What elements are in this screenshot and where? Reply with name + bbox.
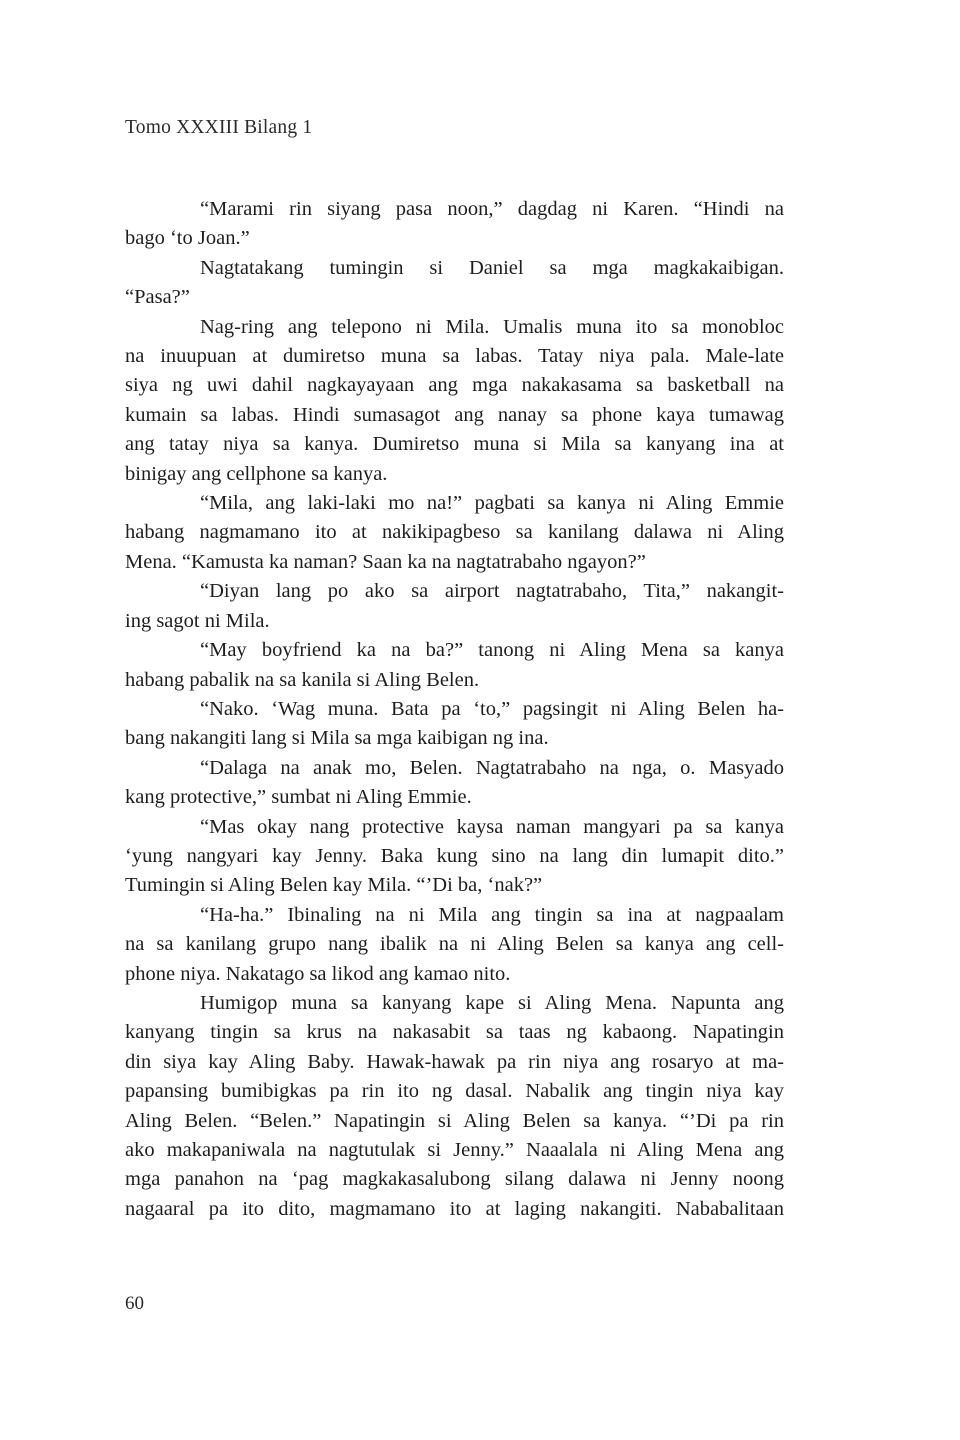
paragraph [125, 695, 784, 754]
text-line: bang nakangiti lang si Mila sa mga kaibigan ng ina. [125, 727, 549, 750]
text-line: “Marami rin siyang pasa noon,” dagdag ni Karen. “Hindi na [200, 198, 784, 220]
text-line: “Nako. ‘Wag muna. Bata pa ‘to,” pagsingit ni Aling Belen ha- [200, 697, 784, 720]
text-line: habang pabalik na sa kanila si Aling Belen. [125, 668, 480, 691]
text-line: “Diyan lang po ako sa airport nagtatrabaho, Tita,” nakangit- [200, 580, 784, 603]
text-line: kang protective,” sumbat ni Aling Emmie. [125, 786, 472, 809]
paragraph [125, 195, 784, 254]
text-line: siya ng uwi dahil nagkayayaan ang mga nakakasama sa basketball na [125, 374, 784, 397]
paragraph [125, 989, 784, 1224]
text-line: Humigop muna sa kanyang kape si Aling Mena. Napunta ang [200, 991, 784, 1014]
text-line: “Ha-ha.” Ibinaling na ni Mila ang tingin sa ina at nagpaalam [200, 903, 784, 926]
text-line: “Mila, ang laki-laki mo na!” pagbati sa kanya ni Aling Emmie [200, 492, 784, 515]
text-line: “Mas okay nang protective kaysa naman mangyari pa sa kanya [200, 815, 784, 838]
text-line: na inuupuan at dumiretso muna sa labas. Tatay niya pala. Male-late [125, 345, 784, 368]
text-line: Nagtatakang tumingin si Daniel sa mga magkakaibigan. [200, 256, 784, 279]
page-number: 60 [125, 1293, 144, 1314]
text-line: ing sagot ni Mila. [125, 609, 270, 632]
text-line: Mena. “Kamusta ka naman? Saan ka na nagtatrabaho ngayon?” [125, 550, 646, 573]
story-text [125, 195, 784, 1224]
text-line: na sa kanilang grupo nang ibalik na ni Aling Belen sa kanya ang cell- [125, 933, 784, 956]
text-line: binigay ang cellphone sa kanya. [125, 462, 388, 485]
paragraph [125, 901, 784, 989]
running-header-volume: Tomo XXXIII Bilang 1 [125, 117, 313, 138]
text-line: kumain sa labas. Hindi sumasagot ang nanay sa phone kaya tumawag [125, 403, 784, 426]
text-line: ‘yung nangyari kay Jenny. Baka kung sino na lang din lumapit dito.” [125, 844, 784, 867]
text-line: bago ‘to Joan.” [125, 227, 250, 250]
text-line: Aling Belen. “Belen.” Napatingin si Aling Belen sa kanya. “’Di pa rin [125, 1109, 784, 1132]
text-line: din siya kay Aling Baby. Hawak-hawak pa rin niya ang rosaryo at ma- [125, 1050, 784, 1073]
text-line: “May boyfriend ka na ba?” tanong ni Aling Mena sa kanya [200, 639, 784, 662]
text-line: habang nagmamano ito at nakikipagbeso sa kanilang dalawa ni Aling [125, 521, 784, 544]
paragraph [125, 636, 784, 695]
paragraph [125, 754, 784, 813]
text-line: Nag-ring ang telepono ni Mila. Umalis muna ito sa monobloc [200, 315, 784, 338]
text-line: Tumingin si Aling Belen kay Mila. “’Di ba, ‘nak?” [125, 874, 543, 897]
text-line: mga panahon na ‘pag magkakasalubong silang dalawa ni Jenny noong [125, 1168, 784, 1191]
text-line: “Dalaga na anak mo, Belen. Nagtatrabaho na nga, o. Masyado [200, 756, 784, 779]
paragraph [125, 313, 784, 489]
paragraph [125, 489, 784, 577]
text-line: ang tatay niya sa kanya. Dumiretso muna si Mila sa kanyang ina at [125, 433, 784, 456]
text-line: “Pasa?” [125, 286, 190, 309]
text-line: ako makapaniwala na nagtutulak si Jenny.” Naaalala ni Aling Mena ang [125, 1139, 784, 1161]
paragraph [125, 813, 784, 901]
text-line: nagaaral pa ito dito, magmamano ito at laging nakangiti. Nababalitaan [125, 1197, 784, 1220]
text-line: kanyang tingin sa krus na nakasabit sa taas ng kabaong. Napatingin [125, 1021, 784, 1044]
text-line: papansing bumibigkas pa rin ito ng dasal. Nabalik ang tingin niya kay [125, 1080, 784, 1103]
paragraph [125, 577, 784, 636]
paragraph [125, 254, 784, 313]
text-line: phone niya. Nakatago sa likod ang kamao nito. [125, 962, 511, 985]
